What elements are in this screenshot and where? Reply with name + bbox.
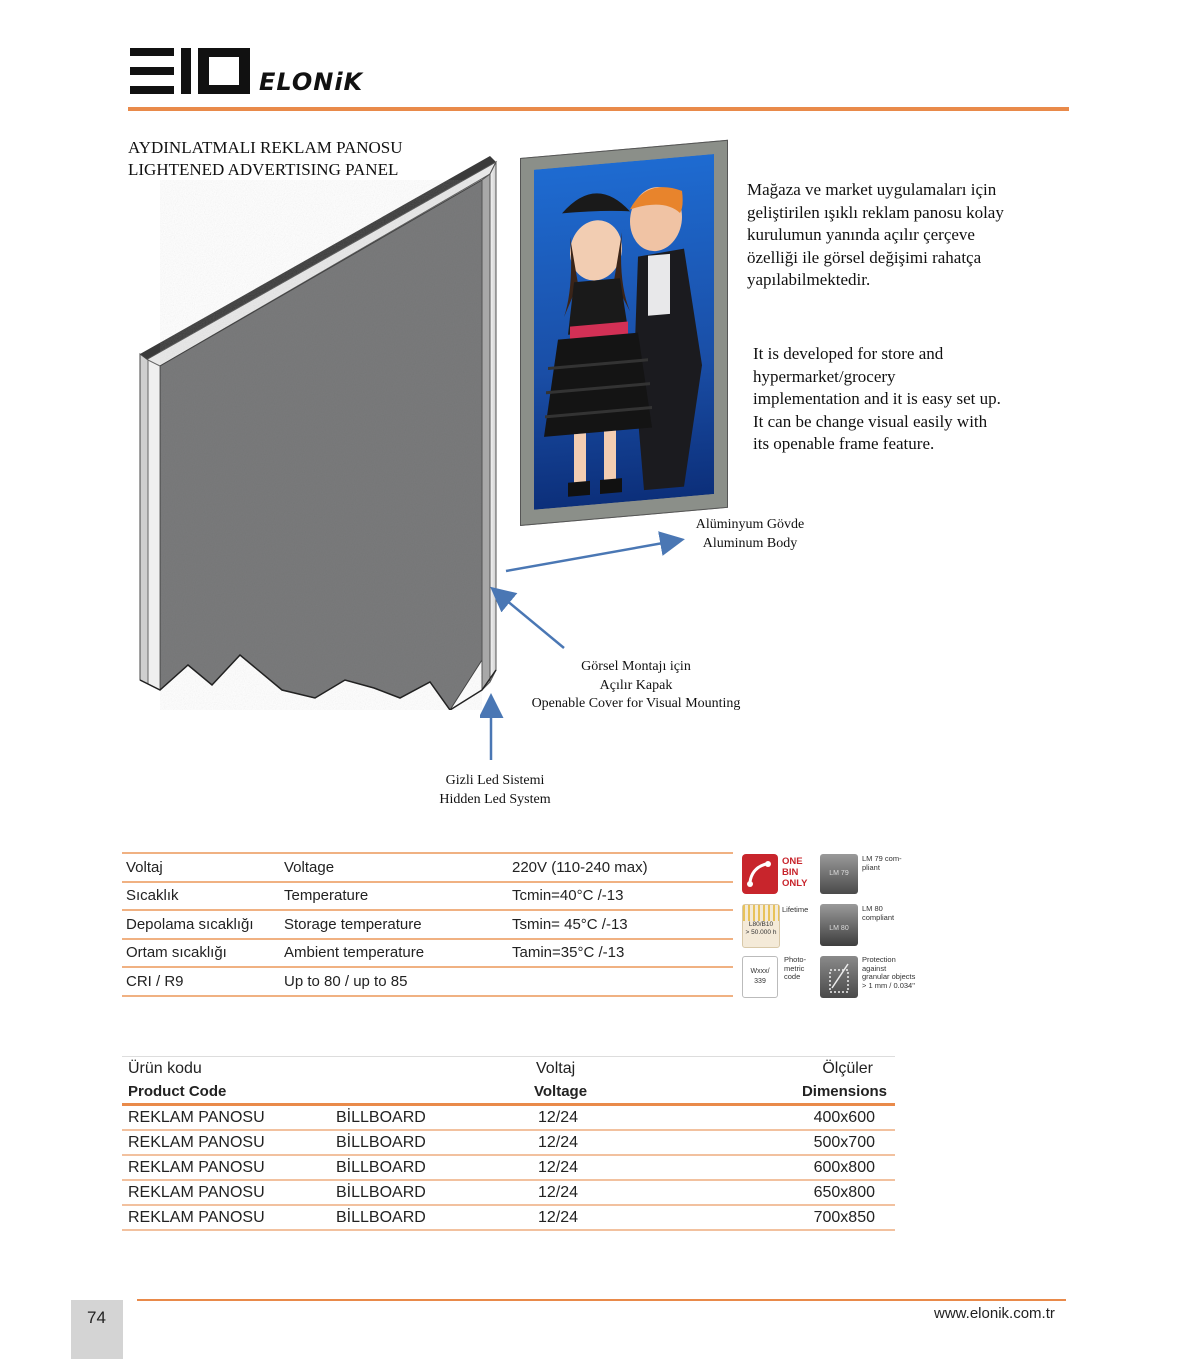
product-voltage: 12/24: [534, 1180, 686, 1205]
callout-aluminum-body: [660, 516, 840, 553]
spec-value: 220V (110-240 max): [508, 853, 733, 882]
lifetime-icon-line2: > 50.000 h: [745, 929, 777, 936]
product-dimensions: 650x800: [686, 1180, 895, 1205]
product-type: BİLLBOARD: [336, 1105, 534, 1131]
spec-label-tr: Depolama sıcaklığı: [122, 910, 280, 939]
callout-body-en: Aluminum Body: [702, 535, 798, 551]
callout-cover-tr2: Açılır Kapak: [599, 677, 673, 693]
product-name: REKLAM PANOSU: [122, 1205, 336, 1230]
product-name: REKLAM PANOSU: [122, 1105, 336, 1131]
callout-cover-en: Openable Cover for Visual Mounting: [531, 696, 741, 711]
logo-mark: [128, 44, 256, 98]
spec-table: [122, 852, 733, 997]
page-number-box: [71, 1300, 123, 1359]
product-voltage: 12/24: [534, 1205, 686, 1230]
spec-row: [122, 967, 733, 996]
spec-value: [508, 967, 733, 996]
spec-label-tr: Sıcaklık: [122, 882, 280, 911]
photometric-line3: code: [784, 972, 801, 981]
lm79-line1: LM 79 com-: [862, 854, 902, 863]
spec-value: Tcmin=40°C /-13: [508, 882, 733, 911]
product-name: REKLAM PANOSU: [122, 1180, 336, 1205]
callout-cover-tr1: Görsel Montajı için: [581, 659, 691, 674]
table-row: [122, 1180, 895, 1205]
table-row: [122, 1155, 895, 1180]
product-name: REKLAM PANOSU: [122, 1155, 336, 1180]
product-dimensions: 400x600: [686, 1105, 895, 1131]
one-bin-line2: BIN: [782, 867, 799, 878]
header-voltage-en: Voltage: [534, 1080, 686, 1105]
product-voltage: 12/24: [534, 1130, 686, 1155]
spec-row: [122, 939, 733, 968]
photometric-label: [784, 956, 806, 982]
spec-value: Tamin=35°C /-13: [508, 939, 733, 968]
granular-protection-icon: [820, 956, 858, 998]
table-row: [122, 1105, 895, 1131]
spec-label-en: Voltage: [280, 853, 508, 882]
one-bin-line1: ONE: [782, 856, 803, 867]
spec-label-en: Up to 80 / up to 85: [280, 967, 508, 996]
description-en: It is developed for store and hypermarket/grocery implementation and it is easy set up. It can be change visual easily with its openable frame feature.: [753, 344, 1001, 453]
photometric-icon: [742, 956, 778, 998]
page-number: 74: [87, 1308, 106, 1327]
product-type: BİLLBOARD: [336, 1180, 534, 1205]
product-dimensions: 600x800: [686, 1155, 895, 1180]
protection-label: [862, 956, 915, 990]
lm80-label: [862, 905, 894, 922]
product-voltage: 12/24: [534, 1155, 686, 1180]
panel-profile-drawing: [130, 150, 510, 710]
lm80-icon-text: LM 80: [829, 925, 849, 932]
spec-row: [122, 853, 733, 882]
callout-led-tr: Gizli Led Sistemi: [445, 773, 545, 788]
spec-value: Tsmin= 45°C /-13: [508, 910, 733, 939]
header-dimensions-en: Dimensions: [686, 1080, 895, 1105]
billboard-photo: [534, 154, 714, 510]
spec-label-en: Storage temperature: [280, 910, 508, 939]
photometric-icon-line1: Wxxx/: [750, 968, 770, 975]
footer-rule: [137, 1299, 1066, 1301]
product-type: BİLLBOARD: [336, 1155, 534, 1180]
product-dimensions: 700x850: [686, 1205, 895, 1230]
lm79-label: [862, 855, 902, 872]
callout-arrows: [480, 530, 740, 770]
lifetime-label: Lifetime: [782, 905, 809, 914]
spec-row: [122, 910, 733, 939]
photometric-line1: Photo-: [784, 955, 807, 964]
header-product-code-en: Product Code: [122, 1080, 336, 1105]
logo-text: ELONiK: [259, 68, 364, 96]
spec-label-tr: Voltaj: [122, 853, 280, 882]
billboard-photo-frame: [520, 140, 728, 526]
lm79-icon: [820, 854, 858, 894]
spec-label-tr: Ortam sıcaklığı: [122, 939, 280, 968]
product-voltage: 12/24: [534, 1105, 686, 1131]
lifetime-icon-line1: L80/B10: [748, 921, 774, 928]
title-en: LIGHTENED ADVERTISING PANEL: [128, 160, 399, 179]
header-voltage-tr: Voltaj: [536, 1059, 576, 1077]
spec-label-en: Ambient temperature: [280, 939, 508, 968]
callout-openable-cover: [506, 658, 766, 714]
one-bin-line3: ONLY: [782, 878, 808, 889]
protection-icon: [820, 956, 858, 998]
protection-line2: against: [862, 963, 887, 973]
arrow-aluminum-body: [506, 540, 680, 571]
photometric-icon-line2: 339: [754, 978, 766, 985]
product-type: BİLLBOARD: [336, 1205, 534, 1230]
header-dimensions-tr: Ölçüler: [822, 1059, 873, 1077]
product-dimensions: 500x700: [686, 1130, 895, 1155]
header-product-code-tr: Ürün kodu: [128, 1059, 202, 1077]
lm79-line2: pliant: [862, 862, 880, 872]
spec-row: [122, 882, 733, 911]
table-row: [122, 1205, 895, 1230]
brand-logo: [128, 44, 368, 100]
one-bin-only-label: [782, 856, 808, 889]
header-rule: [128, 107, 1069, 111]
product-name: REKLAM PANOSU: [122, 1130, 336, 1155]
callout-body-tr: Alüminyum Gövde: [695, 517, 805, 532]
description-tr: Mağaza ve market uygulamaları için geliştirilen ışıklı reklam panosu kolay kurulumun yanında açılır çerçeve özelliği ile görsel değişimi rahatça yapılabilmektedir.: [747, 180, 1004, 289]
spec-label-en: Temperature: [280, 882, 508, 911]
title-tr: AYDINLATMALI REKLAM PANOSU: [128, 138, 403, 157]
product-header-tr: [122, 1057, 895, 1081]
product-table: [122, 1056, 895, 1231]
lm80-icon: [820, 904, 858, 946]
one-bin-only-icon: [742, 854, 778, 894]
website-link[interactable]: www.elonik.com.tr: [934, 1305, 1055, 1322]
certification-badges: [740, 852, 920, 1002]
callout-led-en: Hidden Led System: [439, 791, 551, 807]
product-header-en: [122, 1080, 895, 1105]
lm80-line2: compliant: [862, 912, 895, 922]
bin-gauge-icon: [742, 854, 778, 894]
callout-hidden-led: [405, 772, 585, 809]
protection-line1: Protection: [862, 955, 896, 964]
photometric-line2: metric: [784, 963, 805, 973]
arrow-openable-cover: [494, 590, 564, 648]
spec-label-tr: CRI / R9: [122, 967, 280, 996]
protection-line4: > 1 mm / 0.034": [862, 980, 915, 990]
protection-line3: granular objects: [862, 972, 916, 981]
lm79-icon-text: LM 79: [829, 870, 849, 877]
lm80-line1: LM 80: [862, 904, 883, 913]
table-row: [122, 1130, 895, 1155]
product-type: BİLLBOARD: [336, 1130, 534, 1155]
lifetime-icon: [742, 904, 780, 948]
